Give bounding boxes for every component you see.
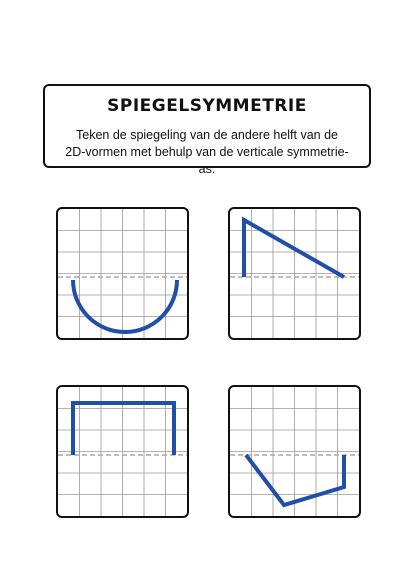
grid-lines	[230, 387, 359, 516]
triangle-half-shape	[244, 220, 344, 277]
instruction-header	[43, 84, 371, 176]
semicircle-half-shape	[73, 280, 177, 332]
exercise-grid-1[interactable]	[56, 207, 189, 340]
grid-lines	[58, 209, 187, 338]
exercise-grid-2[interactable]	[228, 207, 361, 340]
exercise-grid-3[interactable]	[56, 385, 189, 518]
worksheet-instructions: Teken de spiegeling van de andere helft van de 2D-vormen met behulp van de verticale symmetrie-as.	[65, 128, 349, 176]
exercise-grid-4[interactable]	[228, 385, 361, 518]
rectangle-half-shape	[73, 403, 174, 455]
worksheet-title: SPIEGELSYMMETRIE	[107, 96, 307, 116]
pentagon-half-shape	[246, 455, 344, 505]
grid-lines	[58, 387, 187, 516]
